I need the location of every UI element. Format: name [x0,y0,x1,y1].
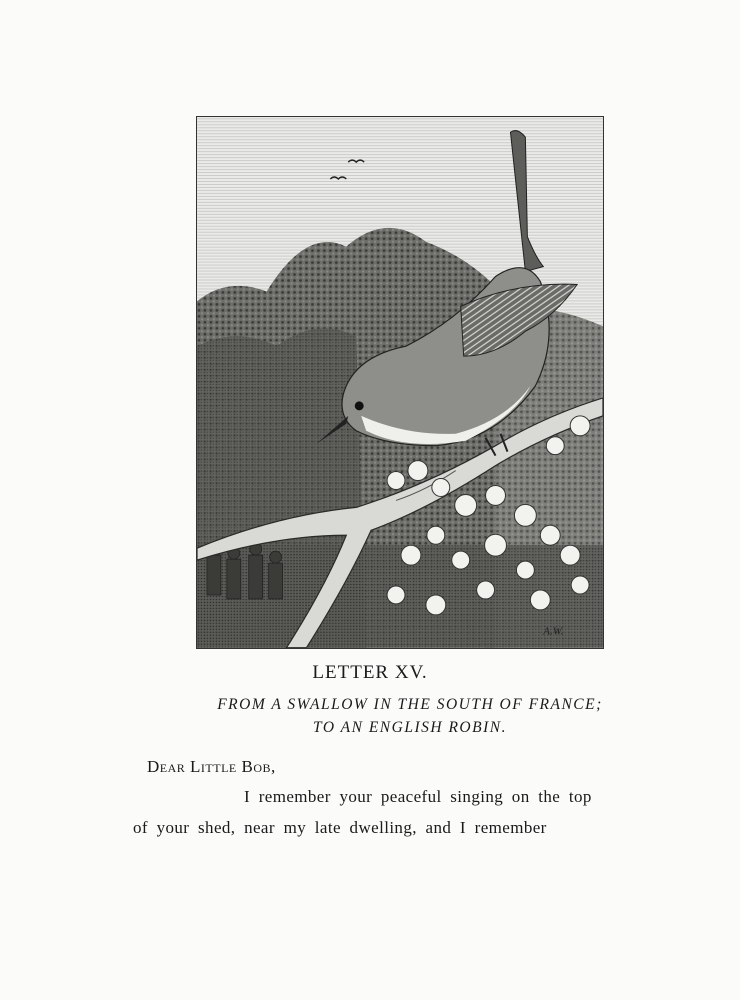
body-text-line: I remember your peaceful singing on the top [244,787,592,806]
letter-title: LETTER XV. [312,662,428,683]
letter-subtitle-line-2: TO AN ENGLISH ROBIN. [313,719,507,736]
letter-subtitle-line-1: FROM A SWALLOW IN THE SOUTH OF FRANCE; [217,696,603,713]
engraving-illustration [196,116,604,649]
body-text-line: of your shed, near my late dwelling, and I remember [133,818,547,837]
engraver-signature: A.W. [543,625,564,638]
salutation: Dear Little Bob, [147,757,276,776]
